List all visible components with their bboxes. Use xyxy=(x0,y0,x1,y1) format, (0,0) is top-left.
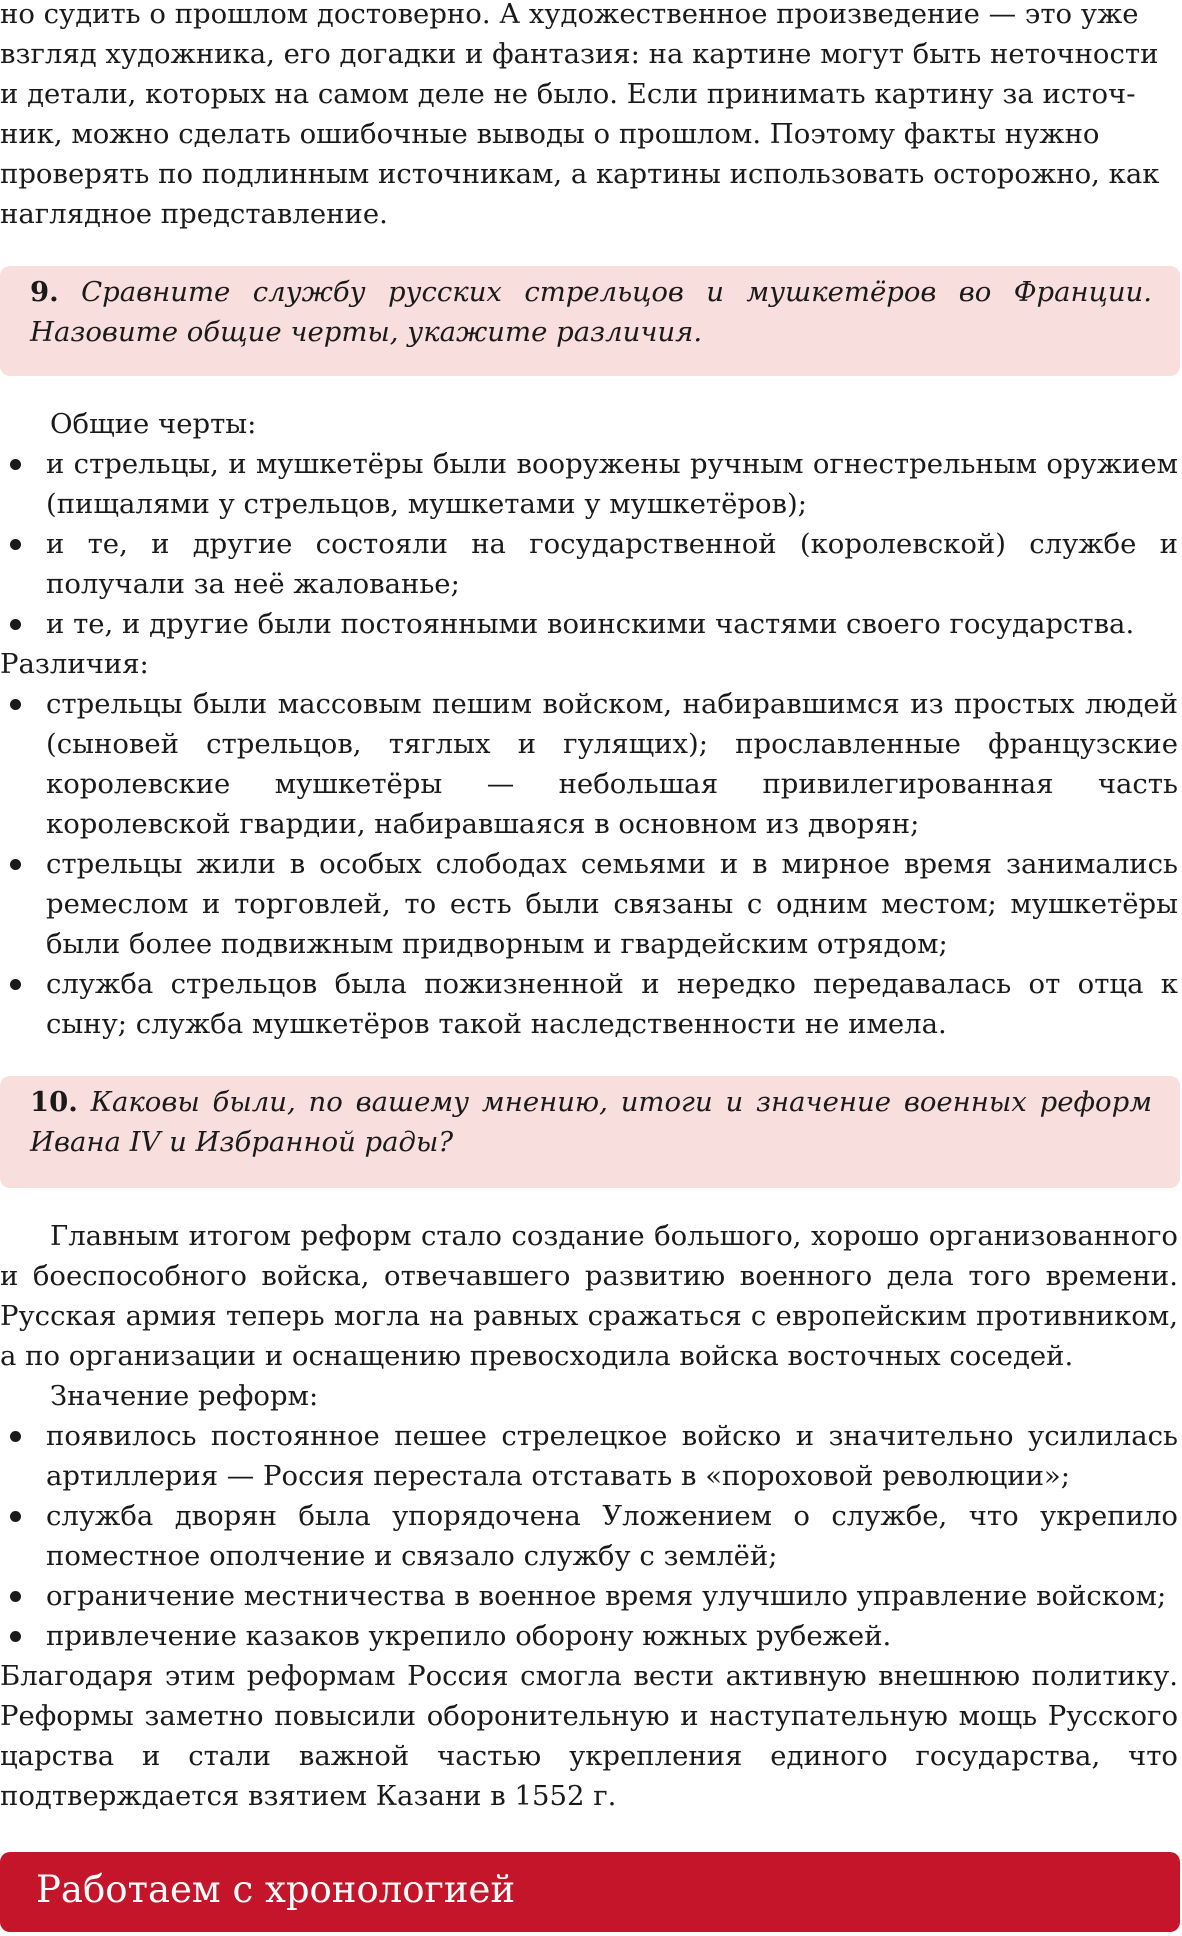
list-item-text: стрельцы жили в особых слободах семьями и в мирное время занимались ремеслом и торговлей, то есть были связаны с одним местом; мушкетёры были более подвижным придворным и гвардейским отрядом; xyxy=(46,848,1178,960)
list-item xyxy=(0,1416,1178,1496)
intro-line: но судить о прошлом достоверно. А художественное произведение — это уже xyxy=(0,0,1139,30)
bullet-icon xyxy=(10,699,21,710)
intro-line: взгляд художника, его догадки и фантазия: на картине могут быть неточности xyxy=(0,38,1159,70)
section-banner-title: Работаем с хронологией xyxy=(36,1868,516,1911)
list-item xyxy=(0,1616,1178,1656)
list-item xyxy=(0,844,1178,964)
section-banner xyxy=(0,1852,1180,1932)
list-item-text: и стрельцы, и мушкетёры были вооружены ручным огнестрельным оружием (пищалями у стрельцов, мушкетами у мушкетёров); xyxy=(46,448,1178,520)
intro-line: наглядное представление. xyxy=(0,198,388,230)
common-features-list xyxy=(0,444,1178,644)
intro-line: и детали, которых на самом деле не было. Если принимать картину за источ- xyxy=(0,78,1136,110)
intro-line: ник, можно сделать ошибочные выводы о прошлом. Поэтому факты нужно xyxy=(0,118,1100,150)
list-item-text: и те, и другие были постоянными воинскими частями своего государства. xyxy=(46,608,1135,640)
list-item-text: ограничение местничества в военное время улучшило управление войском; xyxy=(46,1580,1167,1612)
question-9-body: Сравните службу русских стрельцов и мушкетёров во Франции. Назовите общие черты, укажите различия. xyxy=(30,276,1152,348)
question-9-box xyxy=(0,266,1180,376)
list-item xyxy=(0,524,1178,604)
list-item-text: служба стрельцов была пожизненной и нередко передавалась от отца к сыну; служба мушкетёров такой наследственности не имела. xyxy=(46,968,1178,1040)
list-item xyxy=(0,1576,1178,1616)
differences-heading: Различия: xyxy=(0,648,149,680)
bullet-icon xyxy=(10,539,21,550)
question-10-body: Каковы были, по вашему мнению, итоги и значение военных реформ Ивана IV и Избранной рады? xyxy=(30,1086,1152,1158)
list-item-text: служба дворян была упорядочена Уложением о службе, что укрепило поместное ополчение и связало службу с землёй; xyxy=(46,1500,1178,1572)
conclusion-paragraph: Благодаря этим реформам Россия смогла вести активную внешнюю политику. Реформы заметно повысили оборонительную и наступательную мощь Русского царства и стали важной частью укрепления единого государства, что подтверждается взятием Казани в 1552 г. xyxy=(0,1660,1178,1812)
question-10-box xyxy=(0,1076,1180,1188)
list-item xyxy=(0,964,1178,1044)
list-item xyxy=(0,444,1178,524)
question-9-number: 9. xyxy=(30,276,59,308)
question-9-text xyxy=(30,272,1152,352)
bullet-icon xyxy=(10,459,21,470)
intro-line: проверять по подлинным источникам, а картины использовать осторожно, как xyxy=(0,158,1160,190)
bullet-icon xyxy=(10,1511,21,1522)
bullet-icon xyxy=(10,1431,21,1442)
bullet-icon xyxy=(10,1591,21,1602)
bullet-icon xyxy=(10,859,21,870)
significance-list xyxy=(0,1416,1178,1656)
list-item-text: появилось постоянное пешее стрелецкое войско и значительно усилилась артиллерия — Россия перестала отставать в «пороховой революции»; xyxy=(46,1420,1178,1492)
intro-paragraph xyxy=(0,0,1178,234)
question-10-text xyxy=(30,1082,1152,1162)
list-item-text: и те, и другие состояли на государственной (королевской) службе и получали за неё жалованье; xyxy=(46,528,1178,600)
question-10-number: 10. xyxy=(30,1086,78,1118)
bullet-icon xyxy=(10,1631,21,1642)
list-item xyxy=(0,684,1178,844)
list-item-text: стрельцы были массовым пешим войском, набиравшимся из простых людей (сыновей стрельцов, тяглых и гулящих); прославленные французские королевские мушкетёры — небольшая привилегированная часть королевской гвардии, набиравшаяся в основном из дворян; xyxy=(46,688,1178,840)
differences-list xyxy=(0,684,1178,1044)
significance-heading: Значение реформ: xyxy=(50,1380,319,1412)
list-item-text: привлечение казаков укрепило оборону южных рубежей. xyxy=(46,1620,892,1652)
bullet-icon xyxy=(10,979,21,990)
common-features-heading: Общие черты: xyxy=(50,408,257,440)
main-result-paragraph: Главным итогом реформ стало создание большого, хорошо организованного и боеспособного войска, отвечавшего развитию военного дела того времени. Русская армия теперь могла на равных сражаться с европейским противником, а по организации и оснащению превосходила войска восточных соседей. xyxy=(0,1220,1178,1372)
list-item xyxy=(0,604,1178,644)
bullet-icon xyxy=(10,619,21,630)
list-item xyxy=(0,1496,1178,1576)
